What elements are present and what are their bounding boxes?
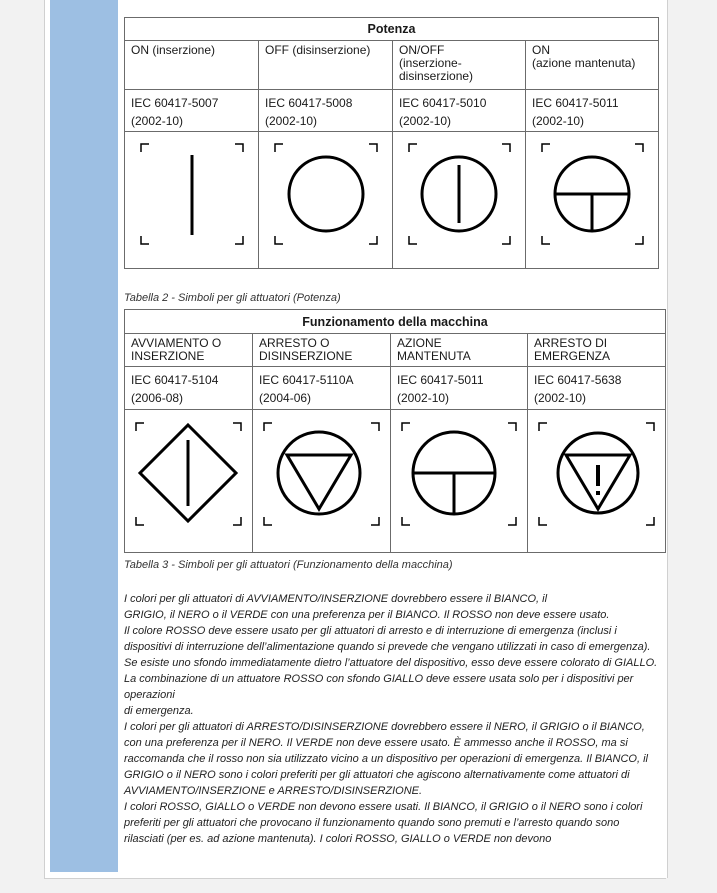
table2-symbol-cell (391, 410, 528, 553)
paragraph: I colori per gli attuatori di ARRESTO/DISINSERZIONE dovrebbero essere il NERO, il GRIGIO o il BIANCO, con una preferenza per il NERO. Il VERDE non deve essere usato. È ammesso anche il ROSSO, ma si raccomanda che il rosso non sia utilizzato vicino a un dispositivo per operazioni di emergenza. Il BIANCO, il GRIGIO o il NERO sono i colori preferiti per gli attuatori che agiscono alternativamente come attuatori di AVVIAMENTO/INSERZIONE e ARRESTO/DISINSERZIONE. (124, 721, 648, 797)
table1-symbol-cell (526, 132, 659, 269)
paragraph: I colori ROSSO, GIALLO o VERDE non devono essere usati. Il BIANCO, il GRIGIO o il NERO sono i colori preferiti per gli attuatori che provocano il funzionamento quando sono premuti e l’arresto quando sono rilasciati (per es. ad azione mantenuta). I colori ROSSO, GIALLO o VERDE non devono (124, 801, 643, 845)
table1-standard-cell: IEC 60417-5010 (2002-10) (393, 90, 526, 132)
paragraph: Il colore ROSSO deve essere usato per gli attuatori di arresto e di interruzione di emergenza (inclusi i dispositivi di interruzione dell’alimentazione quando si prevede che vengano utilizzati in caso di emergenza). Se esiste uno sfondo immediatamente dietro l’attuatore del dispositivo, esso deve essere colorato di GIALLO. (124, 625, 658, 669)
table1-standard-cell: IEC 60417-5008 (2002-10) (259, 90, 393, 132)
table2-standard-cell: IEC 60417-5104 (2006-08) (125, 367, 253, 410)
table2-header-cell: AZIONE MANTENUTA (391, 334, 528, 367)
table1-standard-cell: IEC 60417-5007 (2002-10) (125, 90, 259, 132)
diamond-line-symbol (125, 410, 253, 553)
circle-triangle-exclamation-symbol (528, 410, 666, 553)
power-symbols-table (124, 17, 659, 269)
table1-symbol-cell (259, 132, 393, 269)
paragraph: I colori per gli attuatori di AVVIAMENTO/INSERZIONE dovrebbero essere il BIANCO, il (124, 593, 548, 605)
table1-header-cell: ON (azione mantenuta) (526, 41, 659, 90)
table2-symbol-cell (253, 410, 391, 553)
table2-caption: Tabella 3 - Simboli per gli attuatori (Funzionamento della macchina) (124, 559, 453, 571)
circle-vertical-line-symbol (393, 132, 526, 269)
table1-standard-cell: IEC 60417-5011 (2002-10) (526, 90, 659, 132)
paragraph: La combinazione di un attuatore ROSSO con sfondo GIALLO deve essere usata solo per i dispositivi per operazioni (124, 673, 634, 701)
table1-title: Potenza (125, 18, 659, 41)
circle-t-symbol (391, 410, 528, 553)
vertical-line-symbol (125, 132, 259, 269)
paragraph: di emergenza. (124, 705, 194, 717)
table1-caption: Tabella 2 - Simboli per gli attuatori (Potenza) (124, 292, 341, 304)
table2-header-cell: AVVIAMENTO O INSERZIONE (125, 334, 253, 367)
table2-title: Funzionamento della macchina (125, 310, 666, 334)
circle-triangle-symbol (253, 410, 391, 553)
table1-symbol-cell (393, 132, 526, 269)
table2-symbol-cell (125, 410, 253, 553)
table2-standard-cell: IEC 60417-5110A (2004-06) (253, 367, 391, 410)
table1-header-cell: ON (inserzione) (125, 41, 259, 90)
table1-symbol-cell (125, 132, 259, 269)
paragraph: GRIGIO, il NERO o il VERDE con una preferenza per il BIANCO. Il ROSSO non deve essere usato. (124, 609, 610, 621)
body-text (124, 591, 659, 847)
circle-symbol (259, 132, 393, 269)
table1-header-cell: ON/OFF (inserzione- disinserzione) (393, 41, 526, 90)
page-bottom-edge (44, 878, 666, 879)
left-blue-margin-bar (50, 0, 118, 872)
machine-operation-symbols-table (124, 309, 666, 553)
table2-header-cell: ARRESTO O DISINSERZIONE (253, 334, 391, 367)
table2-symbol-cell (528, 410, 666, 553)
circle-t-symbol (526, 132, 659, 269)
table2-standard-cell: IEC 60417-5011 (2002-10) (391, 367, 528, 410)
table2-standard-cell: IEC 60417-5638 (2002-10) (528, 367, 666, 410)
table1-header-cell: OFF (disinserzione) (259, 41, 393, 90)
table2-header-cell: ARRESTO DI EMERGENZA (528, 334, 666, 367)
